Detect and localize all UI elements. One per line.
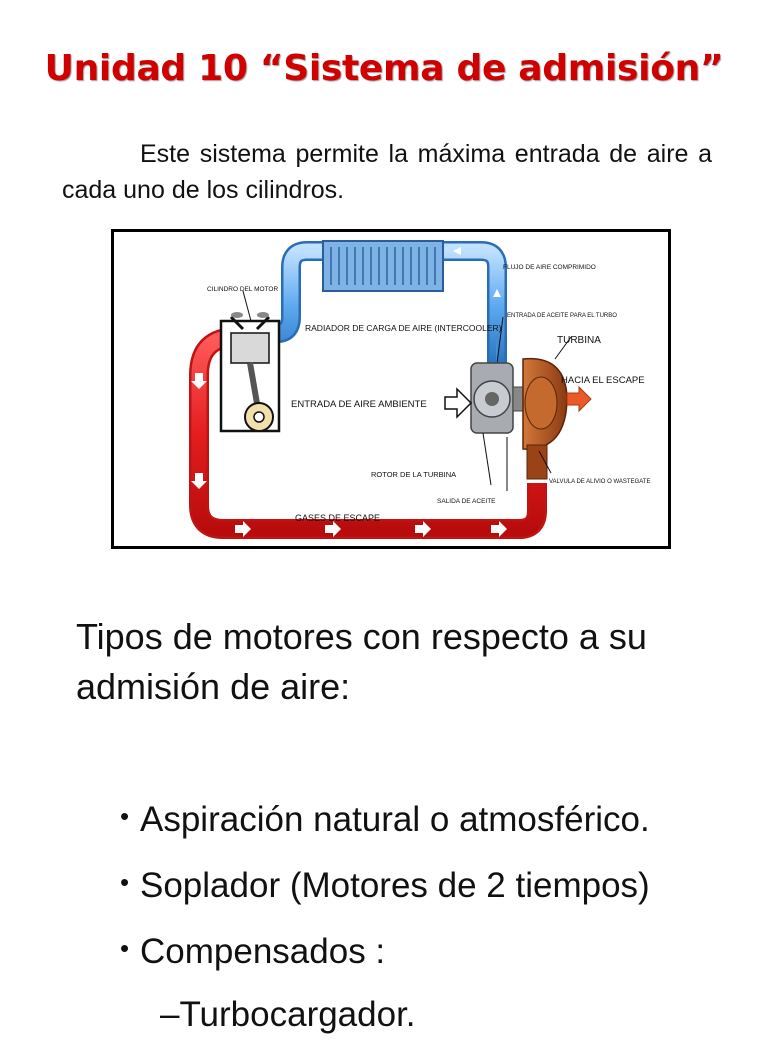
intro-paragraph: Este sistema permite la máxima entrada de aire a cada uno de los cilindros. [62,140,712,204]
sub-bullet-item [120,983,740,1046]
label-gases: GASES DE ESCAPE [295,513,381,523]
label-entrada-aceite: ENTRADA DE ACEITE PARA EL TURBO [507,313,617,319]
bullet-text: Aspiración natural o atmosférico. [140,800,650,839]
label-entrada-aire: ENTRADA DE AIRE AMBIENTE [291,399,427,410]
label-valvula: VALVULA DE ALIVIO O WASTEGATE [549,479,651,485]
bullet-item [120,917,740,983]
bullet-icon: • [120,801,130,831]
label-cilindro: CILINDRO DEL MOTOR [207,286,279,293]
dash-icon: – [160,995,180,1034]
sub-bullet-text: Turbocargador. [179,995,416,1034]
turbo-intake-diagram [111,229,671,549]
label-salida-aceite: SALIDA DE ACEITE [437,498,496,505]
bullet-text: Compensados : [140,932,386,971]
engine-cylinder [221,312,279,431]
label-rotor: ROTOR DE LA TURBINA [371,470,457,479]
bullet-icon: • [120,867,130,897]
label-hacia-escape: HACIA EL ESCAPE [561,375,645,386]
bullet-item [120,851,740,917]
ambient-air-arrow [445,389,471,417]
bullet-icon: • [120,933,130,963]
slide-title: Unidad 10 “Sistema de admisión” [44,48,724,89]
bullet-text: Soplador (Motores de 2 tiempos) [140,866,650,905]
bullet-list [120,785,740,1046]
label-turbina: TURBINA [557,335,601,346]
bullet-item [120,785,740,851]
label-flujo: FLUJO DE AIRE COMPRIMIDO [503,264,596,271]
subheading: Tipos de motores con respecto a su admisión de aire: [76,616,647,707]
label-radiador: RADIADOR DE CARGA DE AIRE (INTERCOOLER) [305,323,502,333]
intercooler [323,241,443,291]
